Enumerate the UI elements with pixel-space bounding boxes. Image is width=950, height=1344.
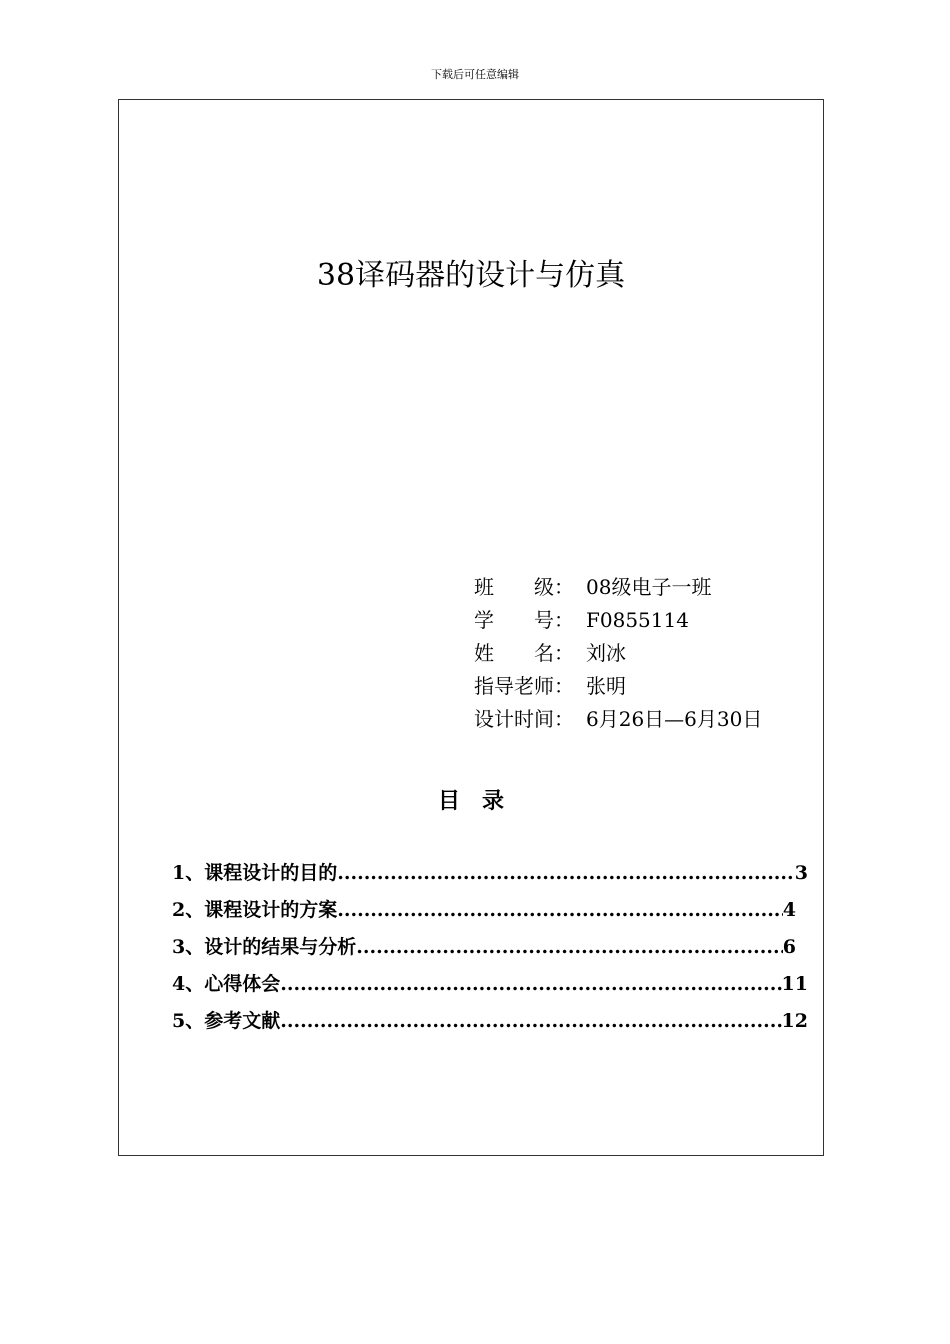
student-info	[474, 571, 762, 736]
toc-item[interactable]	[172, 932, 796, 969]
toc-leader-dots	[280, 1010, 781, 1032]
info-label: 姓 名：	[474, 641, 574, 665]
info-value: 刘冰	[586, 641, 626, 665]
toc-item-text: 2、课程设计的方案	[172, 899, 338, 921]
toc-leader-dots	[337, 862, 795, 884]
toc-page-number: 12	[781, 1010, 808, 1032]
table-of-contents	[172, 858, 808, 1043]
header-note: 下载后可任意编辑	[431, 68, 519, 81]
info-label: 学 号：	[474, 608, 574, 632]
toc-item-text: 5、参考文献	[172, 1010, 281, 1032]
info-value: F0855114	[586, 608, 689, 632]
toc-page-number: 11	[781, 973, 808, 995]
info-row-advisor	[474, 670, 762, 703]
toc-item[interactable]	[172, 1006, 808, 1043]
info-label: 指导老师：	[474, 674, 574, 698]
info-value: 张明	[586, 674, 626, 698]
info-row-student-id	[474, 604, 762, 637]
info-row-design-time	[474, 703, 762, 736]
toc-item-text: 3、设计的结果与分析	[172, 936, 357, 958]
toc-leader-dots	[356, 936, 783, 958]
toc-item-text: 1、课程设计的目的	[172, 862, 338, 884]
toc-leader-dots	[280, 973, 781, 995]
info-label: 设计时间：	[474, 707, 574, 731]
info-row-class	[474, 571, 762, 604]
document-title: 38译码器的设计与仿真	[316, 258, 626, 293]
info-label: 班 级：	[474, 575, 574, 599]
toc-item-text: 4、心得体会	[172, 973, 281, 995]
info-value: 6月26日—6月30日	[586, 707, 763, 731]
toc-leader-dots	[337, 899, 783, 921]
toc-item[interactable]	[172, 969, 808, 1006]
info-row-name	[474, 637, 762, 670]
toc-heading: 目 录	[437, 788, 504, 814]
toc-page-number: 4	[782, 899, 796, 921]
toc-page-number: 3	[794, 862, 808, 884]
toc-page-number: 6	[782, 936, 796, 958]
info-value: 08级电子一班	[586, 575, 712, 599]
toc-item[interactable]	[172, 895, 796, 932]
toc-item[interactable]	[172, 858, 808, 895]
